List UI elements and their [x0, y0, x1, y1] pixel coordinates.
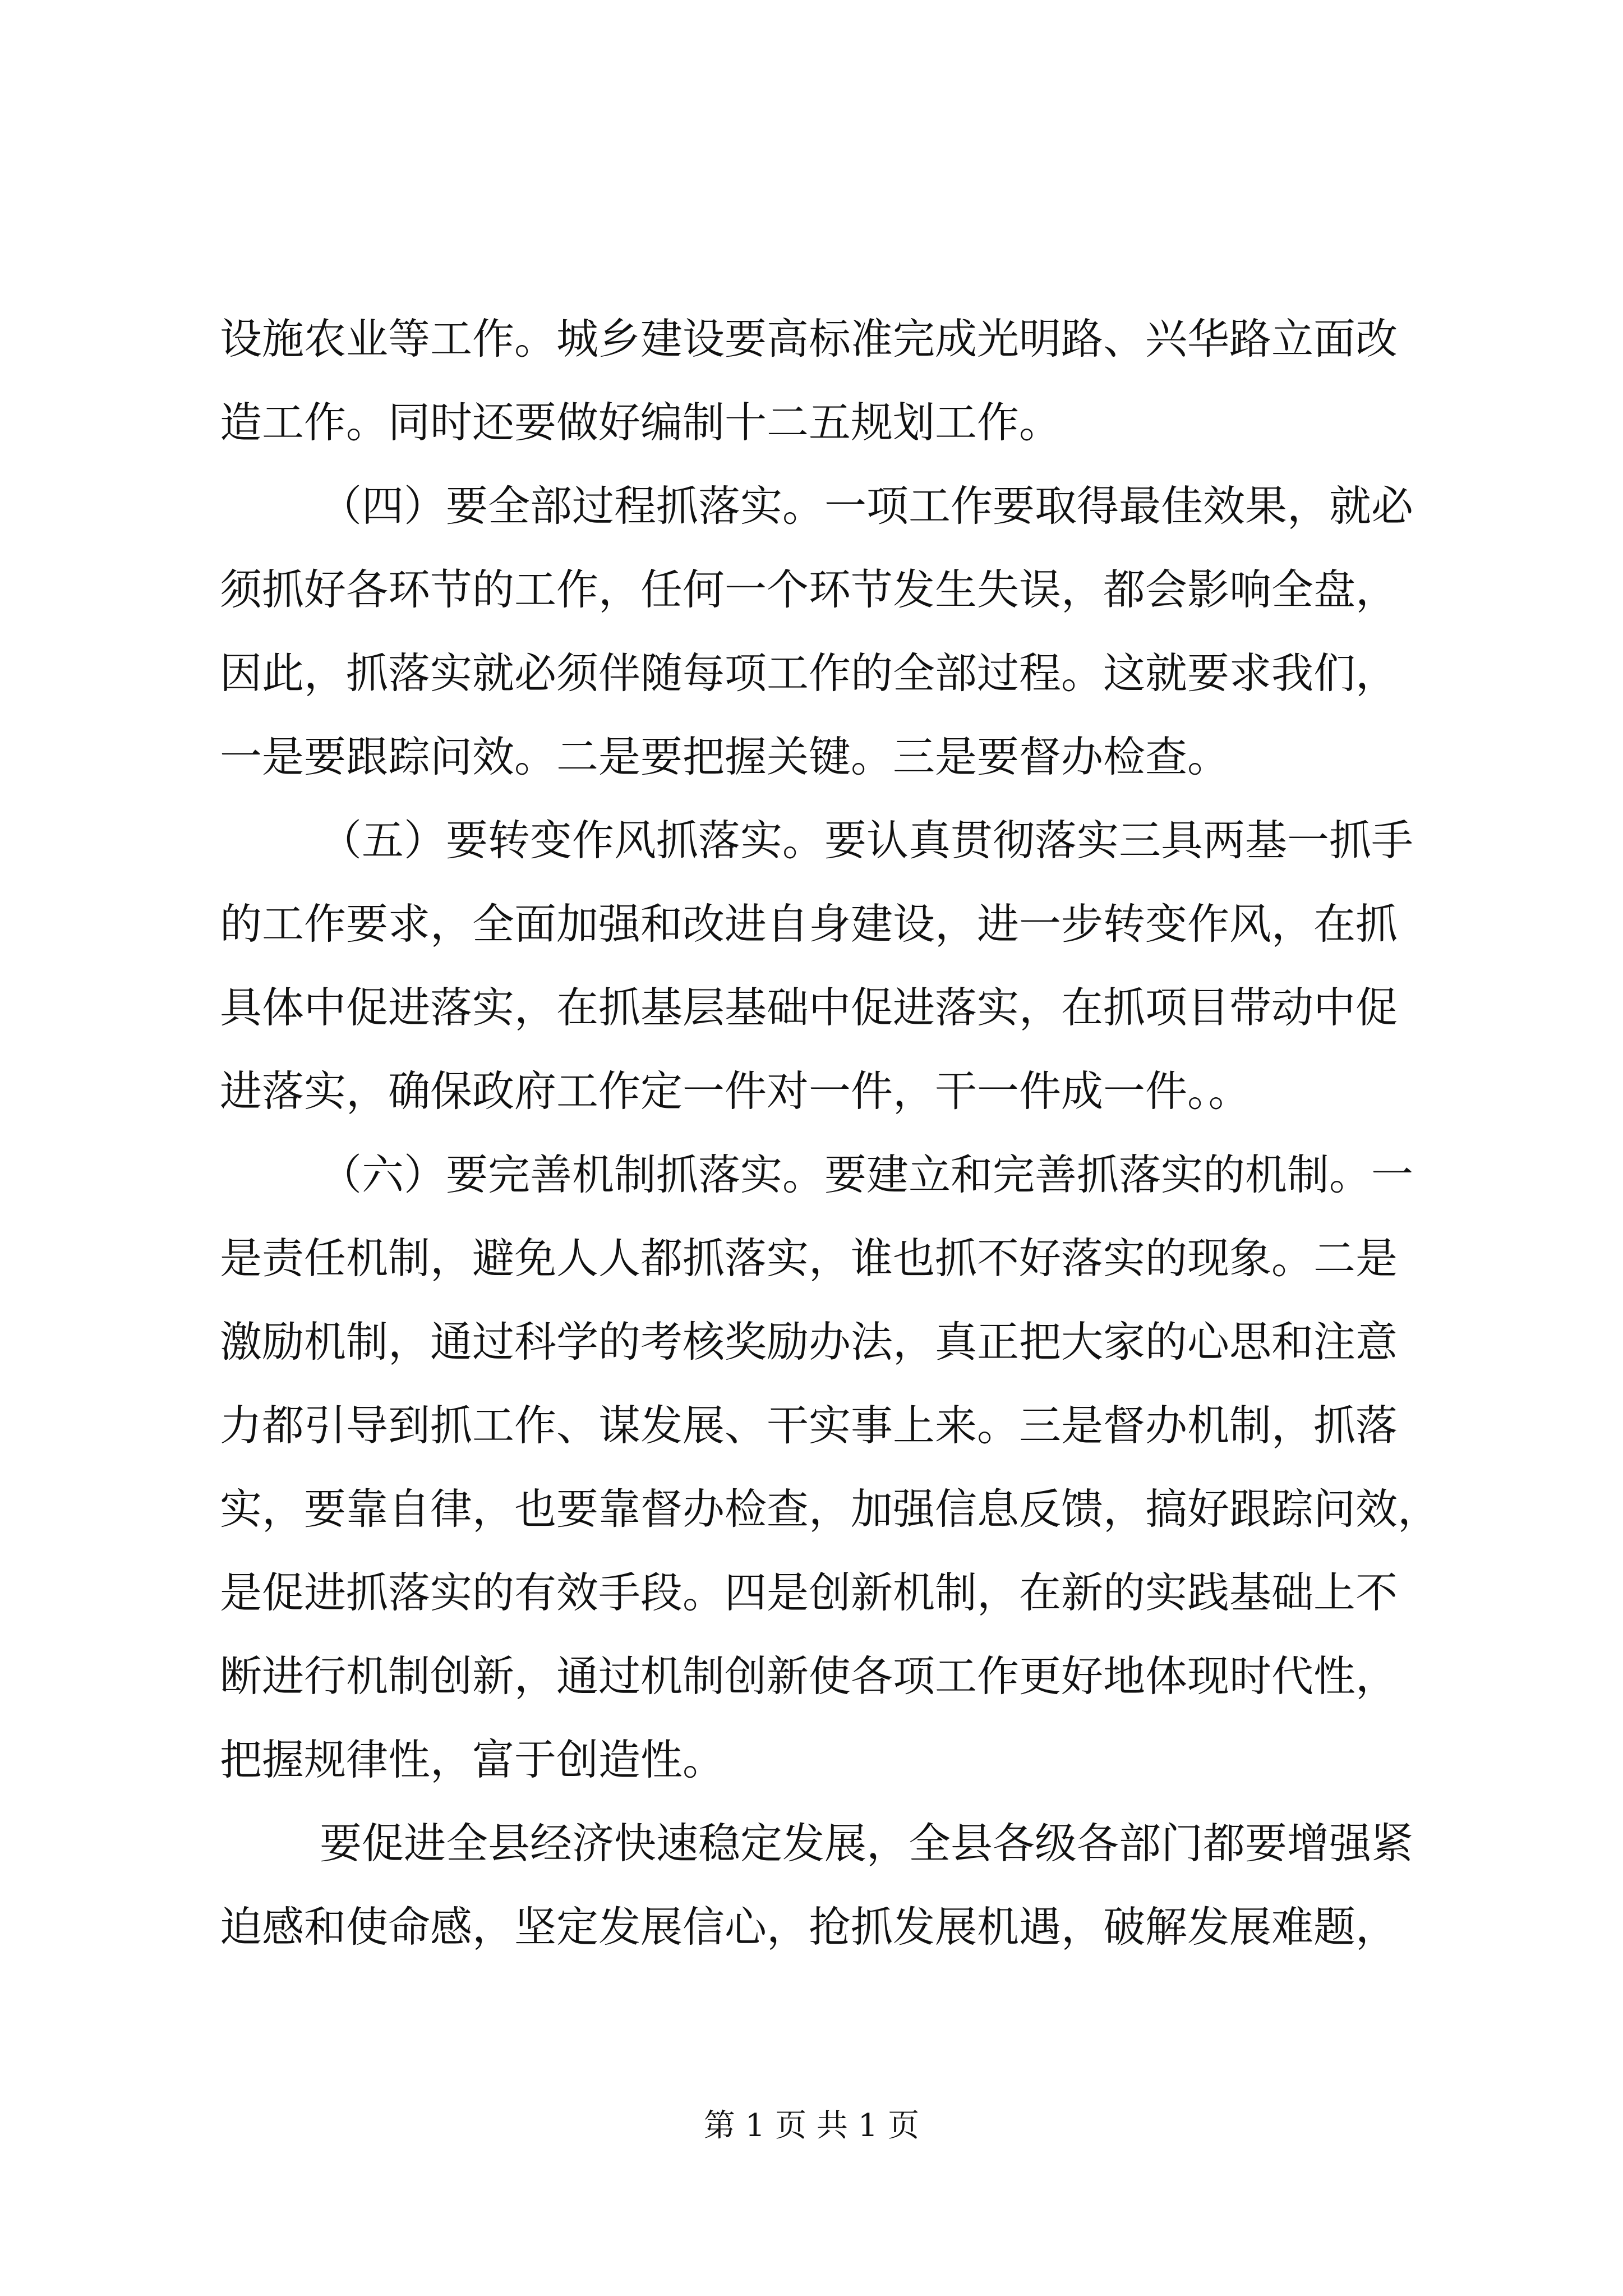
text-line: 一是要跟踪问效。二是要把握关键。三是要督办检查。 [220, 732, 1230, 781]
text-line: 具体中促进落实，在抓基层基础中促进落实，在抓项目带动中促 [220, 983, 1398, 1032]
text-line-paragraph-start: （五）要转变作风抓落实。要认真贯彻落实三具两基一抓手 [320, 816, 1414, 865]
text-line: 力都引导到抓工作、谋发展、干实事上来。三是督办机制，抓落 [220, 1401, 1398, 1450]
text-line: 设施农业等工作。城乡建设要高标准完成光明路、兴华路立面改 [220, 314, 1398, 364]
text-line: 迫感和使命感，坚定发展信心，抢抓发展机遇，破解发展难题， [220, 1902, 1398, 1952]
text-line-paragraph-start: （四）要全部过程抓落实。一项工作要取得最佳效果，就必 [320, 481, 1414, 531]
text-line: 是责任机制，避免人人都抓落实，谁也抓不好落实的现象。二是 [220, 1234, 1398, 1283]
text-line-paragraph-start: 要促进全县经济快速稳定发展，全县各级各部门都要增强紧 [320, 1819, 1414, 1868]
text-line: 实，要靠自律，也要靠督办检查，加强信息反馈，搞好跟踪问效， [220, 1484, 1440, 1534]
text-line: 激励机制，通过科学的考核奖励办法，真正把大家的心思和注意 [220, 1317, 1398, 1366]
text-line: 造工作。同时还要做好编制十二五规划工作。 [220, 398, 1062, 447]
text-line: 的工作要求，全面加强和改进自身建设，进一步转变作风，在抓 [220, 899, 1398, 949]
page-number-footer: 第 1 页 共 1 页 [703, 2108, 920, 2144]
text-line: 是促进抓落实的有效手段。四是创新机制，在新的实践基础上不 [220, 1568, 1398, 1617]
text-line: 断进行机制创新，通过机制创新使各项工作更好地体现时代性， [220, 1651, 1398, 1701]
text-line: 因此，抓落实就必须伴随每项工作的全部过程。这就要求我们， [220, 648, 1398, 698]
document-body [220, 297, 1440, 1969]
text-line: 须抓好各环节的工作，任何一个环节发生失误，都会影响全盘， [220, 565, 1398, 614]
text-line: 进落实，确保政府工作定一件对一件，干一件成一件。。 [220, 1066, 1251, 1116]
text-line: 把握规律性，富于创造性。 [220, 1735, 725, 1784]
text-line-paragraph-start: （六）要完善机制抓落实。要建立和完善抓落实的机制。一 [320, 1150, 1414, 1199]
